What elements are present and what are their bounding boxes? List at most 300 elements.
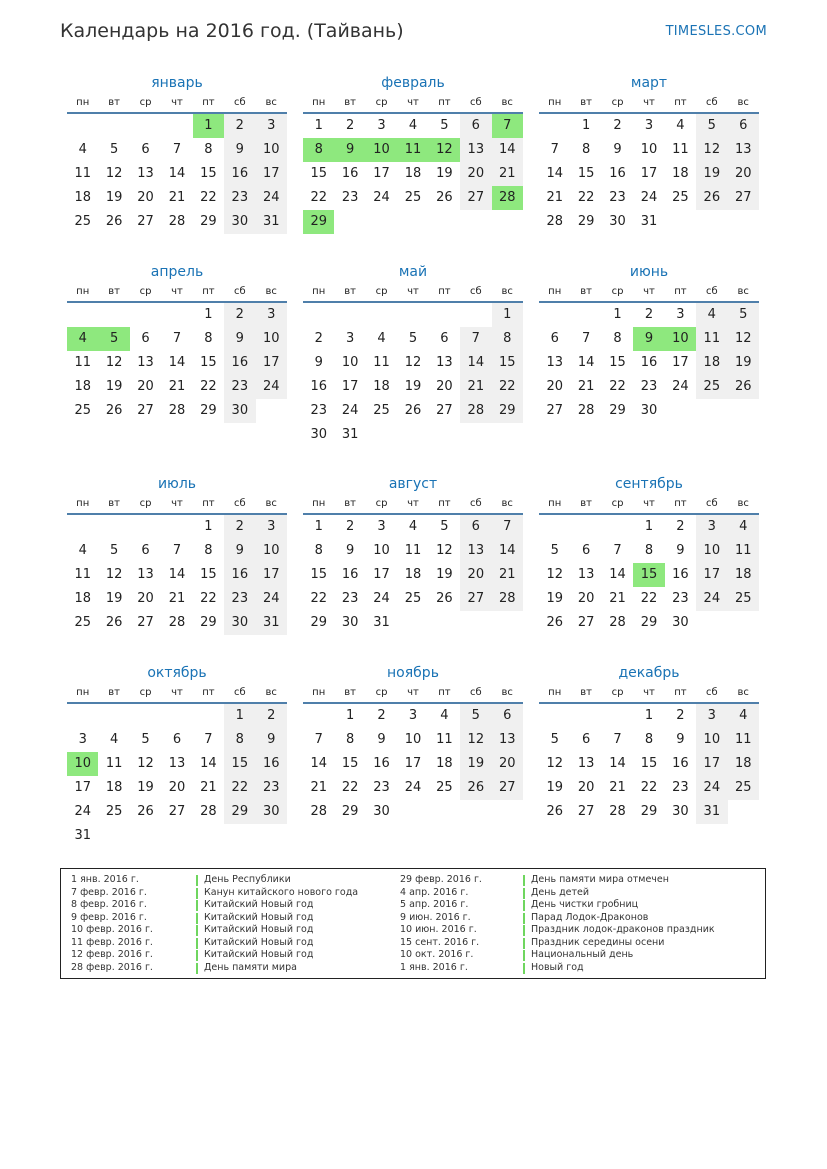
week-row xyxy=(303,351,523,375)
day-cell-empty xyxy=(492,800,523,824)
day-cell: 11 xyxy=(728,728,759,752)
day-cell: 30 xyxy=(224,210,255,234)
day-cell-empty xyxy=(161,704,192,728)
day-cell: 3 xyxy=(676,307,685,322)
day-cell: 25 xyxy=(696,375,727,399)
day-cell: 30 xyxy=(672,804,689,819)
weekday-label: чт xyxy=(643,687,655,698)
day-cell: 26 xyxy=(137,804,154,819)
day-cell: 7 xyxy=(613,732,622,747)
day-cell: 22 xyxy=(492,375,523,399)
day-cell: 20 xyxy=(546,379,563,394)
day-cell: 28 xyxy=(546,214,563,229)
weekday-label: чт xyxy=(643,97,655,108)
holiday-marker xyxy=(196,950,198,961)
holiday-marker xyxy=(196,900,198,911)
day-cell: 15 xyxy=(609,355,626,370)
day-cell: 4 xyxy=(408,519,418,534)
weekday-header xyxy=(539,495,759,515)
weekday-label: вс xyxy=(265,498,277,509)
week-row xyxy=(67,186,287,210)
day-cell: 27 xyxy=(492,776,523,800)
day-cell: 19 xyxy=(105,379,123,394)
day-cell: 11 xyxy=(728,539,759,563)
weekday-label: чт xyxy=(643,286,655,297)
week-row xyxy=(303,303,523,327)
day-cell: 21 xyxy=(609,591,626,606)
day-cell: 5 xyxy=(440,118,449,133)
weekday-header xyxy=(539,94,759,114)
day-cell-empty xyxy=(539,704,570,728)
day-cell: 26 xyxy=(105,615,123,630)
day-cell: 24 xyxy=(256,375,287,399)
week-row xyxy=(539,587,759,611)
day-cell: 10 xyxy=(341,355,359,370)
day-cell: 11 xyxy=(74,166,91,181)
day-cell: 4 xyxy=(728,704,759,728)
day-cell: 23 xyxy=(609,190,626,205)
legend-holiday-name: День детей xyxy=(531,886,590,898)
weekday-label: сб xyxy=(705,687,718,698)
weekday-label: пн xyxy=(76,498,90,509)
day-cell: 4 xyxy=(78,142,87,157)
month-5 xyxy=(303,261,523,447)
day-cell: 14 xyxy=(168,166,186,181)
day-cell: 28 xyxy=(577,403,595,418)
legend-holiday-name: День Республики xyxy=(204,874,291,885)
day-cell: 28 xyxy=(310,804,327,819)
day-cell: 17 xyxy=(404,756,422,771)
day-cell: 6 xyxy=(581,543,591,558)
day-cell: 9 xyxy=(676,732,685,747)
weekday-label: вс xyxy=(737,498,749,509)
day-cell: 13 xyxy=(137,355,154,370)
day-cell: 17 xyxy=(341,379,359,394)
day-cell: 19 xyxy=(696,162,727,186)
holiday-marker xyxy=(523,950,525,961)
legend-date: 1 янв. 2016 г. xyxy=(71,874,139,885)
week-row xyxy=(67,138,287,162)
day-cell: 16 xyxy=(310,379,327,394)
day-cell-empty xyxy=(130,114,161,138)
legend-holiday-name: Китайский Новый год xyxy=(204,949,314,960)
month-name: май xyxy=(398,264,428,280)
day-cell: 4 xyxy=(408,118,418,133)
day-cell: 29 xyxy=(640,804,658,819)
legend-date: 11 февр. 2016 г. xyxy=(71,936,153,948)
weekday-label: чт xyxy=(171,498,183,509)
day-cell-empty xyxy=(602,704,633,728)
day-cell: 7 xyxy=(172,543,182,558)
weekday-label: вс xyxy=(501,286,513,297)
weekday-label: ср xyxy=(611,286,624,297)
day-cell-empty xyxy=(130,824,161,848)
weekday-label: ср xyxy=(611,97,624,108)
day-cell: 12 xyxy=(696,138,727,162)
day-cell: 20 xyxy=(436,379,453,394)
day-cell: 12 xyxy=(105,567,123,582)
weekday-label: вс xyxy=(501,687,513,698)
holiday-day-cell: 4 xyxy=(67,327,98,351)
day-cell: 28 xyxy=(609,615,626,630)
weekday-label: сб xyxy=(705,97,718,108)
day-cell: 15 xyxy=(310,567,327,582)
week-row xyxy=(303,515,523,539)
month-name: февраль xyxy=(381,75,445,91)
day-cell: 1 xyxy=(345,708,355,723)
weekday-header xyxy=(67,283,287,303)
day-cell: 19 xyxy=(105,591,123,606)
day-cell: 29 xyxy=(224,800,255,824)
day-cell: 18 xyxy=(696,351,727,375)
weekday-label: сб xyxy=(233,687,246,698)
day-cell: 16 xyxy=(672,756,689,771)
day-cell-empty xyxy=(665,210,696,234)
weekday-label: пн xyxy=(312,498,326,509)
day-cell-empty xyxy=(303,704,334,728)
day-cell: 23 xyxy=(672,780,689,795)
holiday-day-cell: 10 xyxy=(665,327,696,351)
week-row xyxy=(539,752,759,776)
day-cell: 21 xyxy=(168,190,186,205)
day-cell: 28 xyxy=(609,804,626,819)
day-cell-empty xyxy=(130,704,161,728)
weekday-label: сб xyxy=(233,498,246,509)
day-cell: 17 xyxy=(74,780,91,795)
day-cell: 30 xyxy=(341,615,359,630)
weekday-label: пт xyxy=(674,498,687,509)
day-cell: 9 xyxy=(256,728,287,752)
week-row xyxy=(303,728,523,752)
week-row xyxy=(67,351,287,375)
day-cell: 24 xyxy=(256,587,287,611)
week-row xyxy=(539,399,759,423)
holiday-marker xyxy=(196,875,198,886)
day-cell: 8 xyxy=(644,732,654,747)
week-row xyxy=(67,114,287,138)
weekday-label: сб xyxy=(469,286,482,297)
day-cell: 27 xyxy=(436,403,453,418)
weekday-header xyxy=(303,94,523,114)
day-cell: 22 xyxy=(200,379,217,394)
day-cell: 19 xyxy=(460,752,491,776)
day-cell: 7 xyxy=(460,327,491,351)
weekday-label: пн xyxy=(312,286,326,297)
day-cell: 31 xyxy=(640,214,658,229)
month-name: ноябрь xyxy=(387,665,439,681)
day-cell: 16 xyxy=(224,351,255,375)
day-cell: 25 xyxy=(373,403,390,418)
day-cell: 25 xyxy=(728,776,759,800)
day-cell-empty xyxy=(193,824,224,848)
legend-date: 10 февр. 2016 г. xyxy=(71,924,153,935)
week-row xyxy=(303,138,523,162)
day-cell: 12 xyxy=(460,728,491,752)
month-2 xyxy=(303,72,523,234)
weekday-label: чт xyxy=(171,97,183,108)
week-row xyxy=(67,375,287,399)
week-row xyxy=(539,539,759,563)
legend-holiday-name: Китайский Новый год xyxy=(204,899,314,910)
day-cell: 13 xyxy=(492,728,523,752)
day-cell-empty xyxy=(460,611,491,635)
holiday-marker xyxy=(196,888,198,899)
day-cell: 16 xyxy=(341,166,359,181)
day-cell: 3 xyxy=(256,114,287,138)
day-cell-empty xyxy=(570,303,601,327)
weekday-label: вт xyxy=(344,97,356,108)
day-cell-empty xyxy=(397,800,428,824)
weekday-label: чт xyxy=(171,687,183,698)
week-row xyxy=(303,423,523,447)
day-cell: 18 xyxy=(404,567,422,582)
day-cell: 29 xyxy=(310,615,327,630)
week-row xyxy=(539,210,759,234)
legend-date: 12 февр. 2016 г. xyxy=(71,949,153,960)
day-cell: 25 xyxy=(672,190,689,205)
legend-date: 29 февр. 2016 г. xyxy=(400,874,482,885)
day-cell: 19 xyxy=(546,591,563,606)
weekday-header xyxy=(303,283,523,303)
week-row xyxy=(67,303,287,327)
weekday-label: вс xyxy=(501,97,513,108)
weekday-label: ср xyxy=(139,97,152,108)
day-cell: 17 xyxy=(672,355,689,370)
day-cell: 6 xyxy=(141,331,150,346)
month-10 xyxy=(67,662,287,848)
weekday-label: пн xyxy=(548,97,562,108)
day-cell: 1 xyxy=(204,519,213,534)
day-cell-empty xyxy=(728,611,759,635)
day-cell: 1 xyxy=(204,307,213,322)
weekday-label: сб xyxy=(469,687,482,698)
day-cell: 2 xyxy=(224,303,255,327)
weekday-label: чт xyxy=(407,286,419,297)
holiday-marker xyxy=(196,963,198,974)
weekday-label: вт xyxy=(580,498,592,509)
day-cell: 25 xyxy=(404,591,422,606)
legend-holiday-name: Парад Лодок-Драконов xyxy=(531,911,649,923)
day-cell: 24 xyxy=(373,190,390,205)
day-cell: 3 xyxy=(78,732,87,747)
day-cell: 26 xyxy=(105,403,123,418)
day-cell: 21 xyxy=(492,162,523,186)
day-cell: 20 xyxy=(728,162,759,186)
day-cell: 11 xyxy=(105,756,123,771)
day-cell: 3 xyxy=(345,331,355,346)
day-cell-empty xyxy=(130,515,161,539)
day-cell: 29 xyxy=(492,399,523,423)
weekday-label: пт xyxy=(202,97,215,108)
day-cell-empty xyxy=(256,824,287,848)
day-cell: 16 xyxy=(224,162,255,186)
month-4 xyxy=(67,261,287,423)
brand-link[interactable]: TIMESLES.COM xyxy=(665,24,767,39)
month-12 xyxy=(539,662,759,824)
day-cell: 24 xyxy=(373,591,390,606)
day-cell: 8 xyxy=(644,543,654,558)
weekday-label: пт xyxy=(438,687,451,698)
day-cell: 8 xyxy=(345,732,355,747)
day-cell: 1 xyxy=(224,704,255,728)
day-cell: 30 xyxy=(672,615,689,630)
week-row xyxy=(67,800,287,824)
week-row xyxy=(303,114,523,138)
day-cell: 18 xyxy=(74,379,91,394)
day-cell: 12 xyxy=(546,756,563,771)
legend-date: 15 сент. 2016 г. xyxy=(400,936,480,948)
week-row xyxy=(303,162,523,186)
week-row xyxy=(67,704,287,728)
holiday-marker xyxy=(196,913,198,924)
day-cell: 4 xyxy=(676,118,685,133)
week-row xyxy=(67,728,287,752)
week-row xyxy=(67,539,287,563)
holiday-legend xyxy=(60,868,766,979)
weekday-label: вт xyxy=(580,286,592,297)
day-cell-empty xyxy=(460,800,491,824)
day-cell: 11 xyxy=(74,355,91,370)
weekday-label: пн xyxy=(76,97,90,108)
day-cell-empty xyxy=(224,824,255,848)
day-cell: 25 xyxy=(74,214,91,229)
day-cell: 26 xyxy=(546,615,563,630)
month-7 xyxy=(67,473,287,635)
holiday-marker xyxy=(523,900,525,911)
day-cell: 25 xyxy=(105,804,123,819)
day-cell: 16 xyxy=(256,752,287,776)
day-cell: 12 xyxy=(105,166,123,181)
day-cell: 13 xyxy=(436,355,453,370)
day-cell: 27 xyxy=(168,804,186,819)
day-cell: 7 xyxy=(172,142,182,157)
day-cell: 26 xyxy=(436,190,453,205)
day-cell-empty xyxy=(67,114,98,138)
day-cell: 22 xyxy=(310,591,327,606)
day-cell-empty xyxy=(665,399,696,423)
day-cell: 4 xyxy=(728,515,759,539)
day-cell: 10 xyxy=(373,543,390,558)
day-cell: 20 xyxy=(137,379,154,394)
legend-date: 4 апр. 2016 г. xyxy=(400,886,469,898)
week-row xyxy=(303,776,523,800)
day-cell: 19 xyxy=(546,780,563,795)
day-cell: 13 xyxy=(168,756,186,771)
day-cell: 16 xyxy=(224,563,255,587)
day-cell: 5 xyxy=(550,732,559,747)
day-cell: 12 xyxy=(137,756,154,771)
day-cell: 29 xyxy=(200,615,217,630)
day-cell: 27 xyxy=(577,615,595,630)
weekday-label: вт xyxy=(108,97,120,108)
week-row xyxy=(67,824,287,848)
day-cell: 18 xyxy=(105,780,123,795)
weekday-label: сб xyxy=(469,498,482,509)
day-cell: 6 xyxy=(492,704,523,728)
day-cell: 25 xyxy=(404,190,422,205)
day-cell: 2 xyxy=(377,708,386,723)
day-cell-empty xyxy=(460,210,491,234)
week-row xyxy=(303,704,523,728)
day-cell: 27 xyxy=(137,615,154,630)
day-cell: 12 xyxy=(436,543,453,558)
day-cell: 6 xyxy=(141,543,150,558)
day-cell: 9 xyxy=(224,539,255,563)
day-cell-empty xyxy=(602,515,633,539)
week-row xyxy=(539,351,759,375)
weekday-label: пн xyxy=(76,687,90,698)
day-cell: 29 xyxy=(341,804,359,819)
day-cell: 29 xyxy=(609,403,626,418)
day-cell: 27 xyxy=(137,403,154,418)
day-cell-empty xyxy=(539,303,570,327)
holiday-day-cell: 5 xyxy=(98,327,129,351)
day-cell: 29 xyxy=(200,403,217,418)
legend-date: 7 февр. 2016 г. xyxy=(71,886,147,898)
day-cell: 1 xyxy=(581,118,591,133)
day-cell: 25 xyxy=(728,587,759,611)
week-row xyxy=(303,800,523,824)
month-11 xyxy=(303,662,523,824)
weekday-label: вт xyxy=(108,498,120,509)
day-cell-empty xyxy=(98,114,129,138)
day-cell: 28 xyxy=(200,804,217,819)
legend-holiday-name: Праздник лодок-драконов праздник xyxy=(531,924,715,935)
weekday-label: вт xyxy=(344,687,356,698)
day-cell: 14 xyxy=(168,355,186,370)
week-row xyxy=(539,704,759,728)
holiday-day-cell: 28 xyxy=(492,186,523,210)
week-row xyxy=(67,327,287,351)
day-cell: 17 xyxy=(696,752,727,776)
weekday-label: чт xyxy=(171,286,183,297)
day-cell: 13 xyxy=(137,166,154,181)
day-cell-empty xyxy=(303,303,334,327)
day-cell-empty xyxy=(130,303,161,327)
weekday-label: чт xyxy=(407,498,419,509)
holiday-day-cell: 11 xyxy=(397,138,428,162)
day-cell: 4 xyxy=(696,303,727,327)
day-cell: 24 xyxy=(404,780,422,795)
day-cell: 26 xyxy=(696,186,727,210)
day-cell: 12 xyxy=(105,355,123,370)
legend-date: 9 июн. 2016 г. xyxy=(400,911,471,923)
day-cell: 24 xyxy=(640,190,658,205)
legend-holiday-name: Новый год xyxy=(531,961,584,973)
day-cell: 21 xyxy=(168,379,186,394)
day-cell: 17 xyxy=(696,563,727,587)
month-1 xyxy=(67,72,287,234)
week-row xyxy=(67,611,287,635)
holiday-day-cell: 1 xyxy=(193,114,224,138)
weekday-label: вт xyxy=(108,687,120,698)
day-cell: 26 xyxy=(404,403,422,418)
day-cell: 20 xyxy=(137,190,154,205)
day-cell: 2 xyxy=(676,708,685,723)
day-cell: 5 xyxy=(728,303,759,327)
weekday-label: ср xyxy=(611,687,624,698)
legend-date: 10 июн. 2016 г. xyxy=(400,924,477,935)
month-6 xyxy=(539,261,759,423)
day-cell: 8 xyxy=(204,543,213,558)
day-cell: 27 xyxy=(577,804,595,819)
legend-holiday-name: Праздник середины осени xyxy=(531,936,665,948)
week-row xyxy=(539,776,759,800)
day-cell: 25 xyxy=(436,780,453,795)
day-cell: 17 xyxy=(373,166,390,181)
weekday-label: пн xyxy=(548,498,562,509)
day-cell-empty xyxy=(429,611,460,635)
